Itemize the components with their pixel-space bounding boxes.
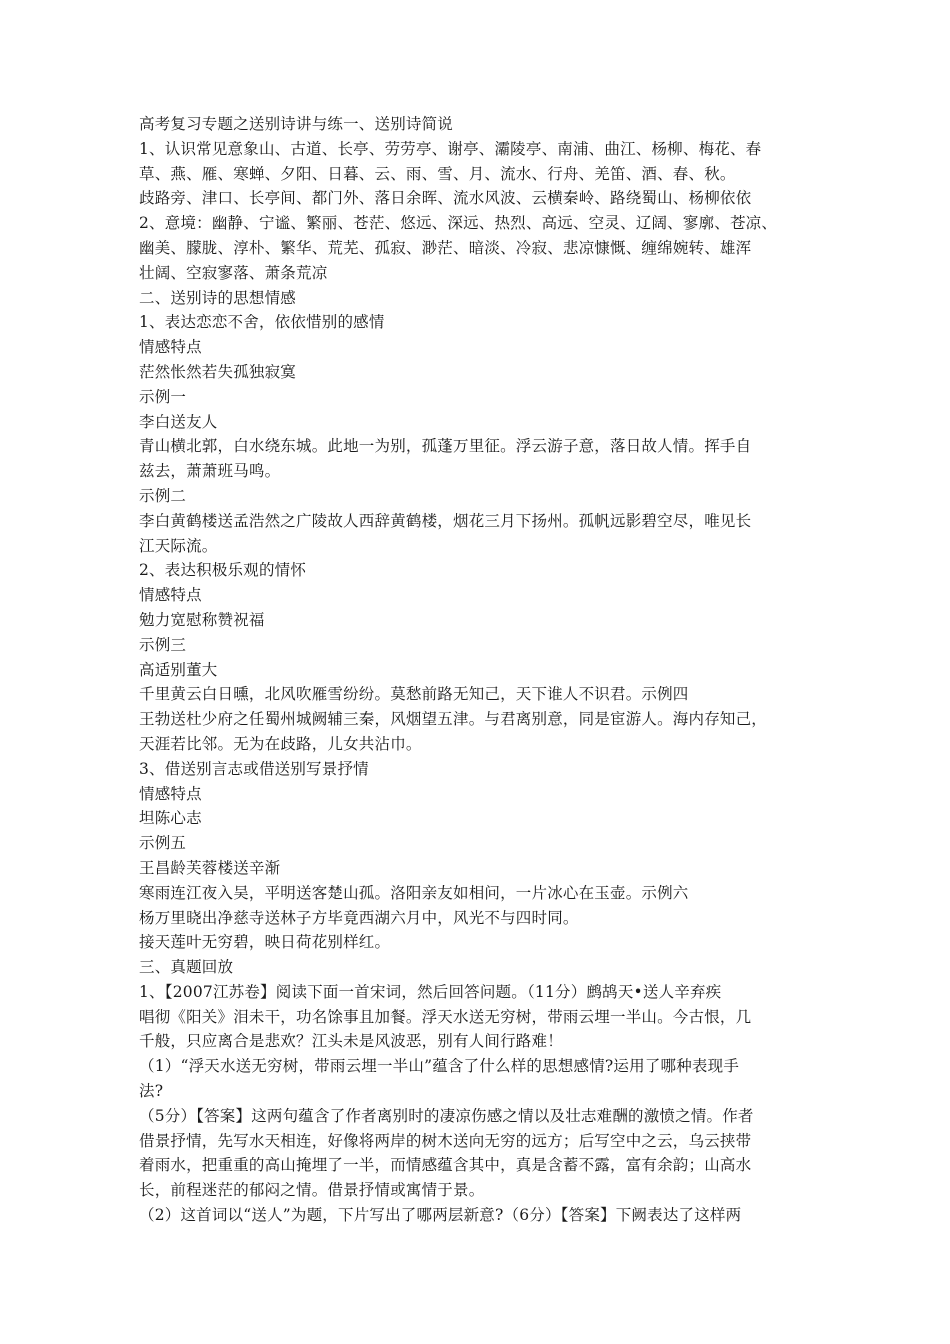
text-line: （5分）【答案】这两句蕴含了作者离别时的凄凉伤感之情以及壮志难酬的激愤之情。作者 <box>139 1106 754 1125</box>
text-line: 壮阔、空寂寥落、萧条荒凉 <box>139 263 328 282</box>
text-line: 歧路旁、津口、长亭间、都门外、落日余晖、流水风波、云横秦岭、路绕蜀山、杨柳依依 <box>139 189 752 208</box>
text-line: 草、燕、雁、寒蝉、夕阳、日暮、云、雨、雪、月、流水、行舟、羌笛、酒、春、秋。 <box>139 164 736 183</box>
text-line: 千里黄云白日曛，北风吹雁雪纷纷。莫愁前路无知己，天下谁人不识君。示例四 <box>139 685 689 704</box>
section-heading: 二、送别诗的思想情感 <box>139 288 297 307</box>
text-line: 千般，只应离合是悲欢？江头未是风波恶，别有人间行路难！ <box>139 1032 563 1051</box>
text-line: 高适别董大 <box>139 660 218 679</box>
text-line: 情感特点 <box>139 784 202 803</box>
text-line: 高考复习专题之送别诗讲与练一、送别诗简说 <box>139 115 454 133</box>
text-line: 茫然怅然若失孤独寂寞 <box>139 362 297 381</box>
text-line: 王昌龄芙蓉楼送辛渐 <box>139 858 281 877</box>
text-line: 寒雨连江夜入吴，平明送客楚山孤。洛阳亲友如相问，一片冰心在玉壶。示例六 <box>139 883 689 902</box>
text-line: 接天莲叶无穷碧，映日荷花别样红。 <box>139 933 391 952</box>
text-line: 天涯若比邻。无为在歧路，儿女共沾巾。 <box>139 734 422 753</box>
text-line: 王勃送杜少府之任蜀州城阙辅三秦，风烟望五津。与君离别意，同是宦游人。海内存知己， <box>139 710 768 729</box>
text-line: 兹去，萧萧班马鸣。 <box>139 462 281 481</box>
text-line: 2、表达积极乐观的情怀 <box>139 561 307 580</box>
text-line: 3、借送别言志或借送别写景抒情 <box>139 759 369 778</box>
text-line: 示例二 <box>139 486 187 505</box>
text-line: 坦陈心志 <box>139 809 202 828</box>
text-line: （1）“浮天水送无穷树，带雨云埋一半山”蕴含了什么样的思想感情?运用了哪种表现手 <box>139 1057 740 1076</box>
text-line: 法? <box>139 1082 164 1101</box>
document-body <box>139 112 829 1228</box>
text-line: 长，前程迷茫的郁闷之情。借景抒情或寓情于景。 <box>139 1181 485 1200</box>
text-line: 1、认识常见意象山、古道、长亭、劳劳亭、谢亭、灞陵亭、南浦、曲江、杨柳、梅花、春 <box>139 139 762 158</box>
text-line: 情感特点 <box>139 338 202 357</box>
text-line: 江天际流。 <box>139 536 218 555</box>
text-line: 1、【2007江苏卷】阅读下面一首宋词，然后回答问题。（11分）鹧鸪天•送人辛弃疾 <box>139 982 722 1001</box>
text-line: 幽美、朦胧、淳朴、繁华、荒芜、孤寂、渺茫、暗淡、冷寂、悲凉慷慨、缠绵婉转、雄浑 <box>139 238 752 257</box>
text-line: 示例一 <box>139 387 187 406</box>
text-line: 勉力宽慰称赞祝福 <box>139 610 265 629</box>
text-line: 李白黄鹤楼送孟浩然之广陵故人西辞黄鹤楼，烟花三月下扬州。孤帆远影碧空尽，唯见长 <box>139 511 752 530</box>
section-heading: 三、真题回放 <box>139 958 234 977</box>
text-line: （2）这首词以“送人”为题，下片写出了哪两层新意?（6分）【答案】下阙表达了这样两 <box>139 1206 742 1225</box>
text-line: 杨万里晓出净慈寺送林子方毕竟西湖六月中，风光不与四时同。 <box>139 908 579 927</box>
text-line: 李白送友人 <box>139 412 218 431</box>
text-line: 2、意境：幽静、宁谧、繁丽、苍茫、悠远、深远、热烈、高远、空灵、辽阔、寥廓、苍凉、 <box>139 214 778 233</box>
text-line: 借景抒情，先写水天相连，好像将两岸的树木送向无穷的远方；后写空中之云，乌云挟带 <box>139 1131 752 1150</box>
text-line: 示例三 <box>139 635 187 654</box>
text-line: 1、表达恋恋不舍，依依惜别的感情 <box>139 313 385 332</box>
text-line: 着雨水，把重重的高山掩埋了一半，而情感蕴含其中，真是含蓄不露，富有余韵；山高水 <box>139 1156 752 1175</box>
text-line: 示例五 <box>139 834 187 853</box>
text-line: 唱彻《阳关》泪未干，功名馀事且加餐。浮天水送无穷树，带雨云埋一半山。今古恨，几 <box>139 1007 752 1026</box>
text-line: 青山横北郭，白水绕东城。此地一为别，孤蓬万里征。浮云游子意，落日故人情。挥手自 <box>139 437 752 456</box>
text-line: 情感特点 <box>139 586 202 605</box>
